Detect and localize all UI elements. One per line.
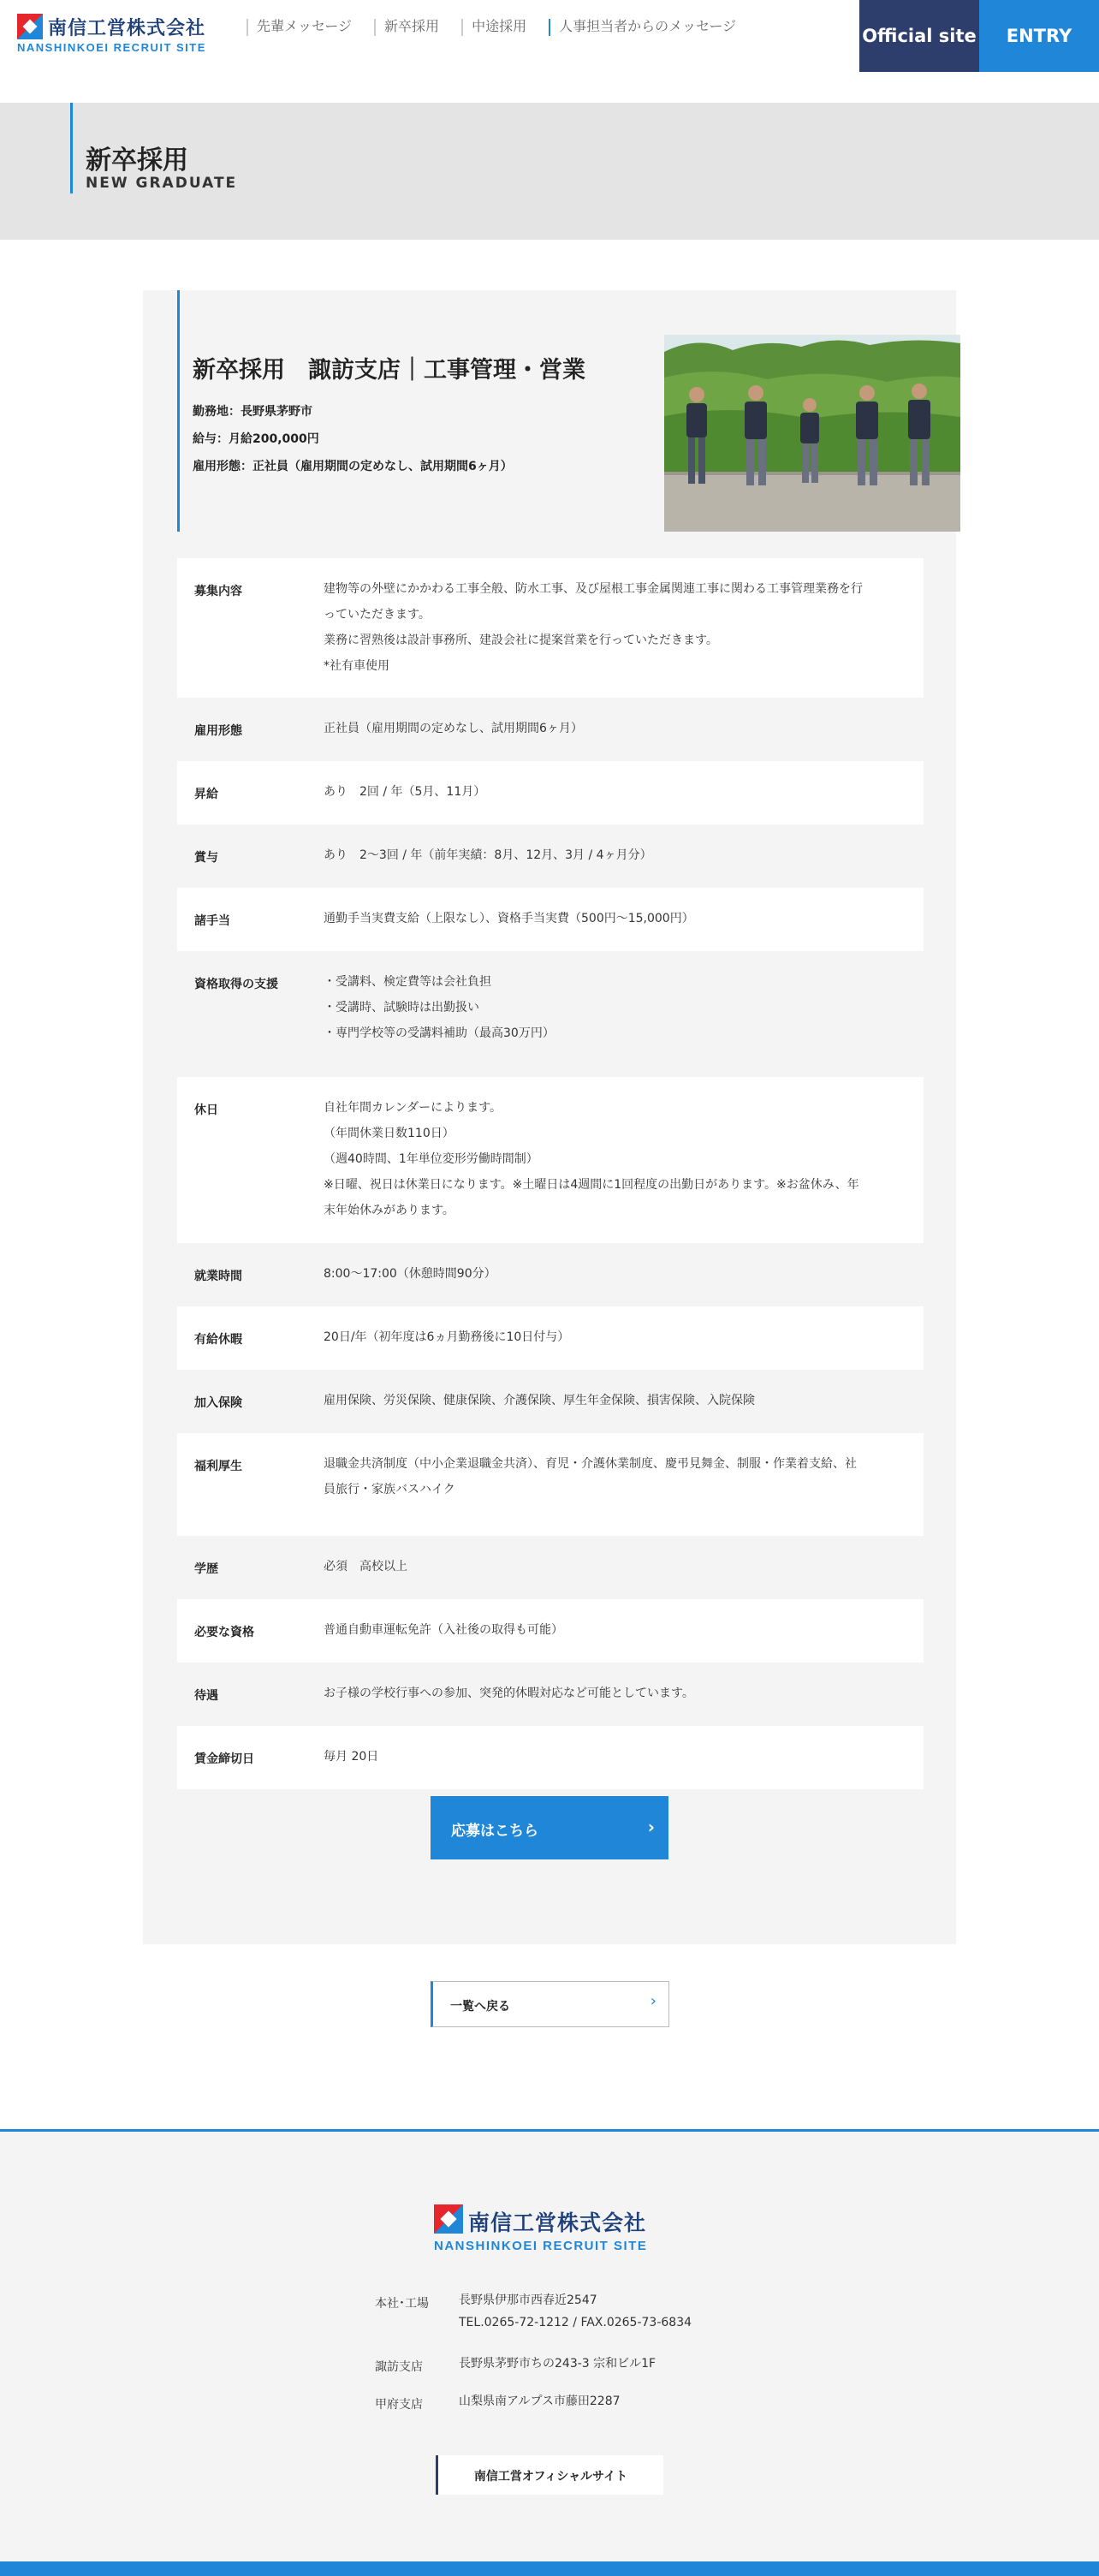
table-row [177,1306,924,1370]
row-value-line: お子様の学校行事への参加、突発的休暇対応など可能としています。 [324,1687,694,1700]
back-to-list-label: 一覧へ戻る [450,2000,510,2014]
row-label: 諸手当 [194,914,230,928]
row-value-line: （週40時間、1年単位変形労働時間制） [324,1152,538,1166]
row-value [324,1554,906,1580]
footer-logo-name-en: NANSHINKOEI RECRUIT SITE [434,2239,648,2253]
table-row [177,1726,924,1789]
chevron-right-icon: › [650,1992,656,2010]
site-header [0,0,1099,72]
logo-mark-icon [434,2204,463,2234]
office-label-suwa: 諏訪支店 [375,2360,423,2374]
table-row [177,888,924,951]
row-label: 福利厚生 [194,1460,242,1473]
job-title: 新卒採用 諏訪支店｜工事管理・営業 [193,357,585,384]
job-employment-type: 雇用形態：正社員（雇用期間の定めなし、試用期間6ヶ月） [193,460,513,473]
row-label: 加入保険 [194,1396,242,1410]
row-label: 待遇 [194,1689,218,1703]
row-value-line: ・専門学校等の受講料補助（最高30万円） [324,1026,555,1040]
table-row [177,1599,924,1663]
row-value-line: っていただきます。 [324,608,431,622]
page-hero [0,103,1099,240]
job-location: 勤務地：長野県茅野市 [193,405,312,419]
table-row [177,1536,924,1599]
group-photo-image [664,335,960,532]
table-row [177,1663,924,1726]
entry-button[interactable]: ENTRY [979,0,1099,72]
row-value-line: *社有車使用 [324,659,389,673]
table-row [177,824,924,888]
nav-item-senior-message[interactable]: 先輩メッセージ [247,19,362,36]
staff-group-photo [664,335,960,532]
row-label: 必要な資格 [194,1626,254,1639]
row-value-line: 自社年間カレンダーによります。 [324,1101,502,1115]
row-value [324,716,906,741]
site-footer [0,2129,1099,2576]
office-address-head [459,2289,692,2334]
footer-logo-name-jp: 南信工営株式会社 [468,2210,647,2235]
row-value-line: 普通自動車運転免許（入社後の取得も可能） [324,1623,563,1637]
logo-name-jp: 南信工営株式会社 [48,17,206,39]
row-label: 昇給 [194,788,218,801]
address-line: 長野県伊那市西春近2547 [459,2293,597,2307]
nav-item-mid-career[interactable]: 中途採用 [461,19,537,36]
row-value [324,969,906,1046]
row-value-line: 建物等の外壁にかかわる工事全般、防水工事、及び屋根工事金属関連工事に関わる工事管理業務を行 [324,582,863,596]
table-row [177,761,924,824]
row-value [324,1261,906,1287]
row-value-line: 8:00〜17:00（休憩時間90分） [324,1267,496,1281]
table-row [177,1433,924,1536]
footer-official-site-label: 南信工営オフィシャルサイト [473,2470,628,2484]
row-value-line: 退職金共済制度（中小企業退職金共済）、育児・介護休業制度、慶弔見舞金、制服・作業着支給、社 [324,1457,857,1471]
row-value-line: ・受講時、試験時は出勤扱い [324,1001,479,1014]
row-value [324,1388,906,1413]
row-label: 募集内容 [194,585,242,598]
row-value-line: 雇用保険、労災保険、健康保険、介護保険、厚生年金保険、損害保険、入院保険 [324,1394,755,1407]
row-value-line: （年間休業日数110日） [324,1127,454,1140]
row-value [324,1095,906,1223]
row-value-line: 業務に習熟後は設計事務所、建設会社に提案営業を行っていただきます。 [324,634,718,647]
office-address-kofu [459,2390,621,2412]
footer-logo[interactable] [434,2204,674,2256]
row-value [324,1744,906,1770]
chevron-right-icon: › [647,1817,655,1837]
hero-accent-bar [70,103,73,193]
nav-item-new-graduate[interactable]: 新卒採用 [374,19,449,36]
nav-item-hr-message[interactable]: 人事担当者からのメッセージ [549,19,746,36]
footer-official-site-button[interactable] [436,2455,663,2495]
row-value-line: あり 2回 / 年（5月、11月） [324,785,486,799]
apply-button-label: 応募はこちら [451,1823,538,1840]
row-label: 学歴 [194,1562,218,1576]
back-to-list-button[interactable] [431,1981,669,2027]
office-address-suwa [459,2353,656,2375]
table-row [177,1243,924,1306]
office-label-head: 本社･工場 [375,2297,429,2311]
job-header [177,290,924,532]
table-row [177,558,924,698]
page-subtitle: NEW GRADUATE [86,175,238,192]
footer-bottom-bar [0,2561,1099,2576]
address-line: 長野県茅野市ちの243-3 宗和ビル1F [459,2357,656,2371]
official-site-button[interactable]: Official site [859,0,979,72]
job-salary: 給与：月給200,000円 [193,432,319,446]
row-label: 就業時間 [194,1270,242,1283]
site-logo[interactable] [17,14,205,55]
row-value-line: 員旅行・家族バスハイク [324,1483,455,1496]
row-value-line: 毎月 20日 [324,1750,379,1764]
row-label: 有給休暇 [194,1333,242,1347]
row-value [324,1617,906,1643]
row-value [324,1681,906,1706]
row-value [324,906,906,931]
row-value-line: 通勤手当実費支給（上限なし）、資格手当実費（500円〜15,000円） [324,912,694,925]
table-row [177,1370,924,1433]
row-value-line: あり 2〜3回 / 年（前年実績：8月、12月、3月 / 4ヶ月分） [324,848,652,862]
row-label: 賞与 [194,851,218,865]
row-value-line: 20日/年（初年度は6ヵ月勤務後に10日付与） [324,1330,570,1344]
row-label: 資格取得の支援 [194,978,278,991]
row-value [324,1324,906,1350]
main-nav [247,19,758,36]
table-row [177,698,924,761]
row-value [324,576,906,679]
row-value [324,1451,906,1502]
row-value-line: ・受講料、検定費等は会社負担 [324,975,491,989]
address-line: 山梨県南アルプス市藤田2287 [459,2395,621,2408]
phone-line: TEL.0265-72-1212 / FAX.0265-73-6834 [459,2316,692,2329]
apply-button[interactable] [431,1796,668,1859]
table-row [177,1077,924,1243]
row-value-line: 末年始休みがあります。 [324,1204,454,1217]
row-value [324,842,906,868]
row-label: 休日 [194,1104,218,1117]
row-value-line: 正社員（雇用期間の定めなし、試用期間6ヶ月） [324,722,583,735]
row-label: 雇用形態 [194,724,242,738]
row-value [324,779,906,805]
row-label: 賃金締切日 [194,1752,254,1766]
row-value-line: ※日曜、祝日は休業日になります。※土曜日は4週間に1回程度の出勤日があります。※お盆休み、年 [324,1178,859,1192]
row-value-line: 必須 高校以上 [324,1560,407,1574]
office-label-kofu: 甲府支店 [375,2398,423,2412]
page-title: 新卒採用 [86,146,188,176]
logo-mark-icon [17,14,43,39]
job-detail-panel [143,290,956,1944]
logo-name-en: NANSHINKOEI RECRUIT SITE [17,41,206,54]
table-row [177,951,924,1077]
